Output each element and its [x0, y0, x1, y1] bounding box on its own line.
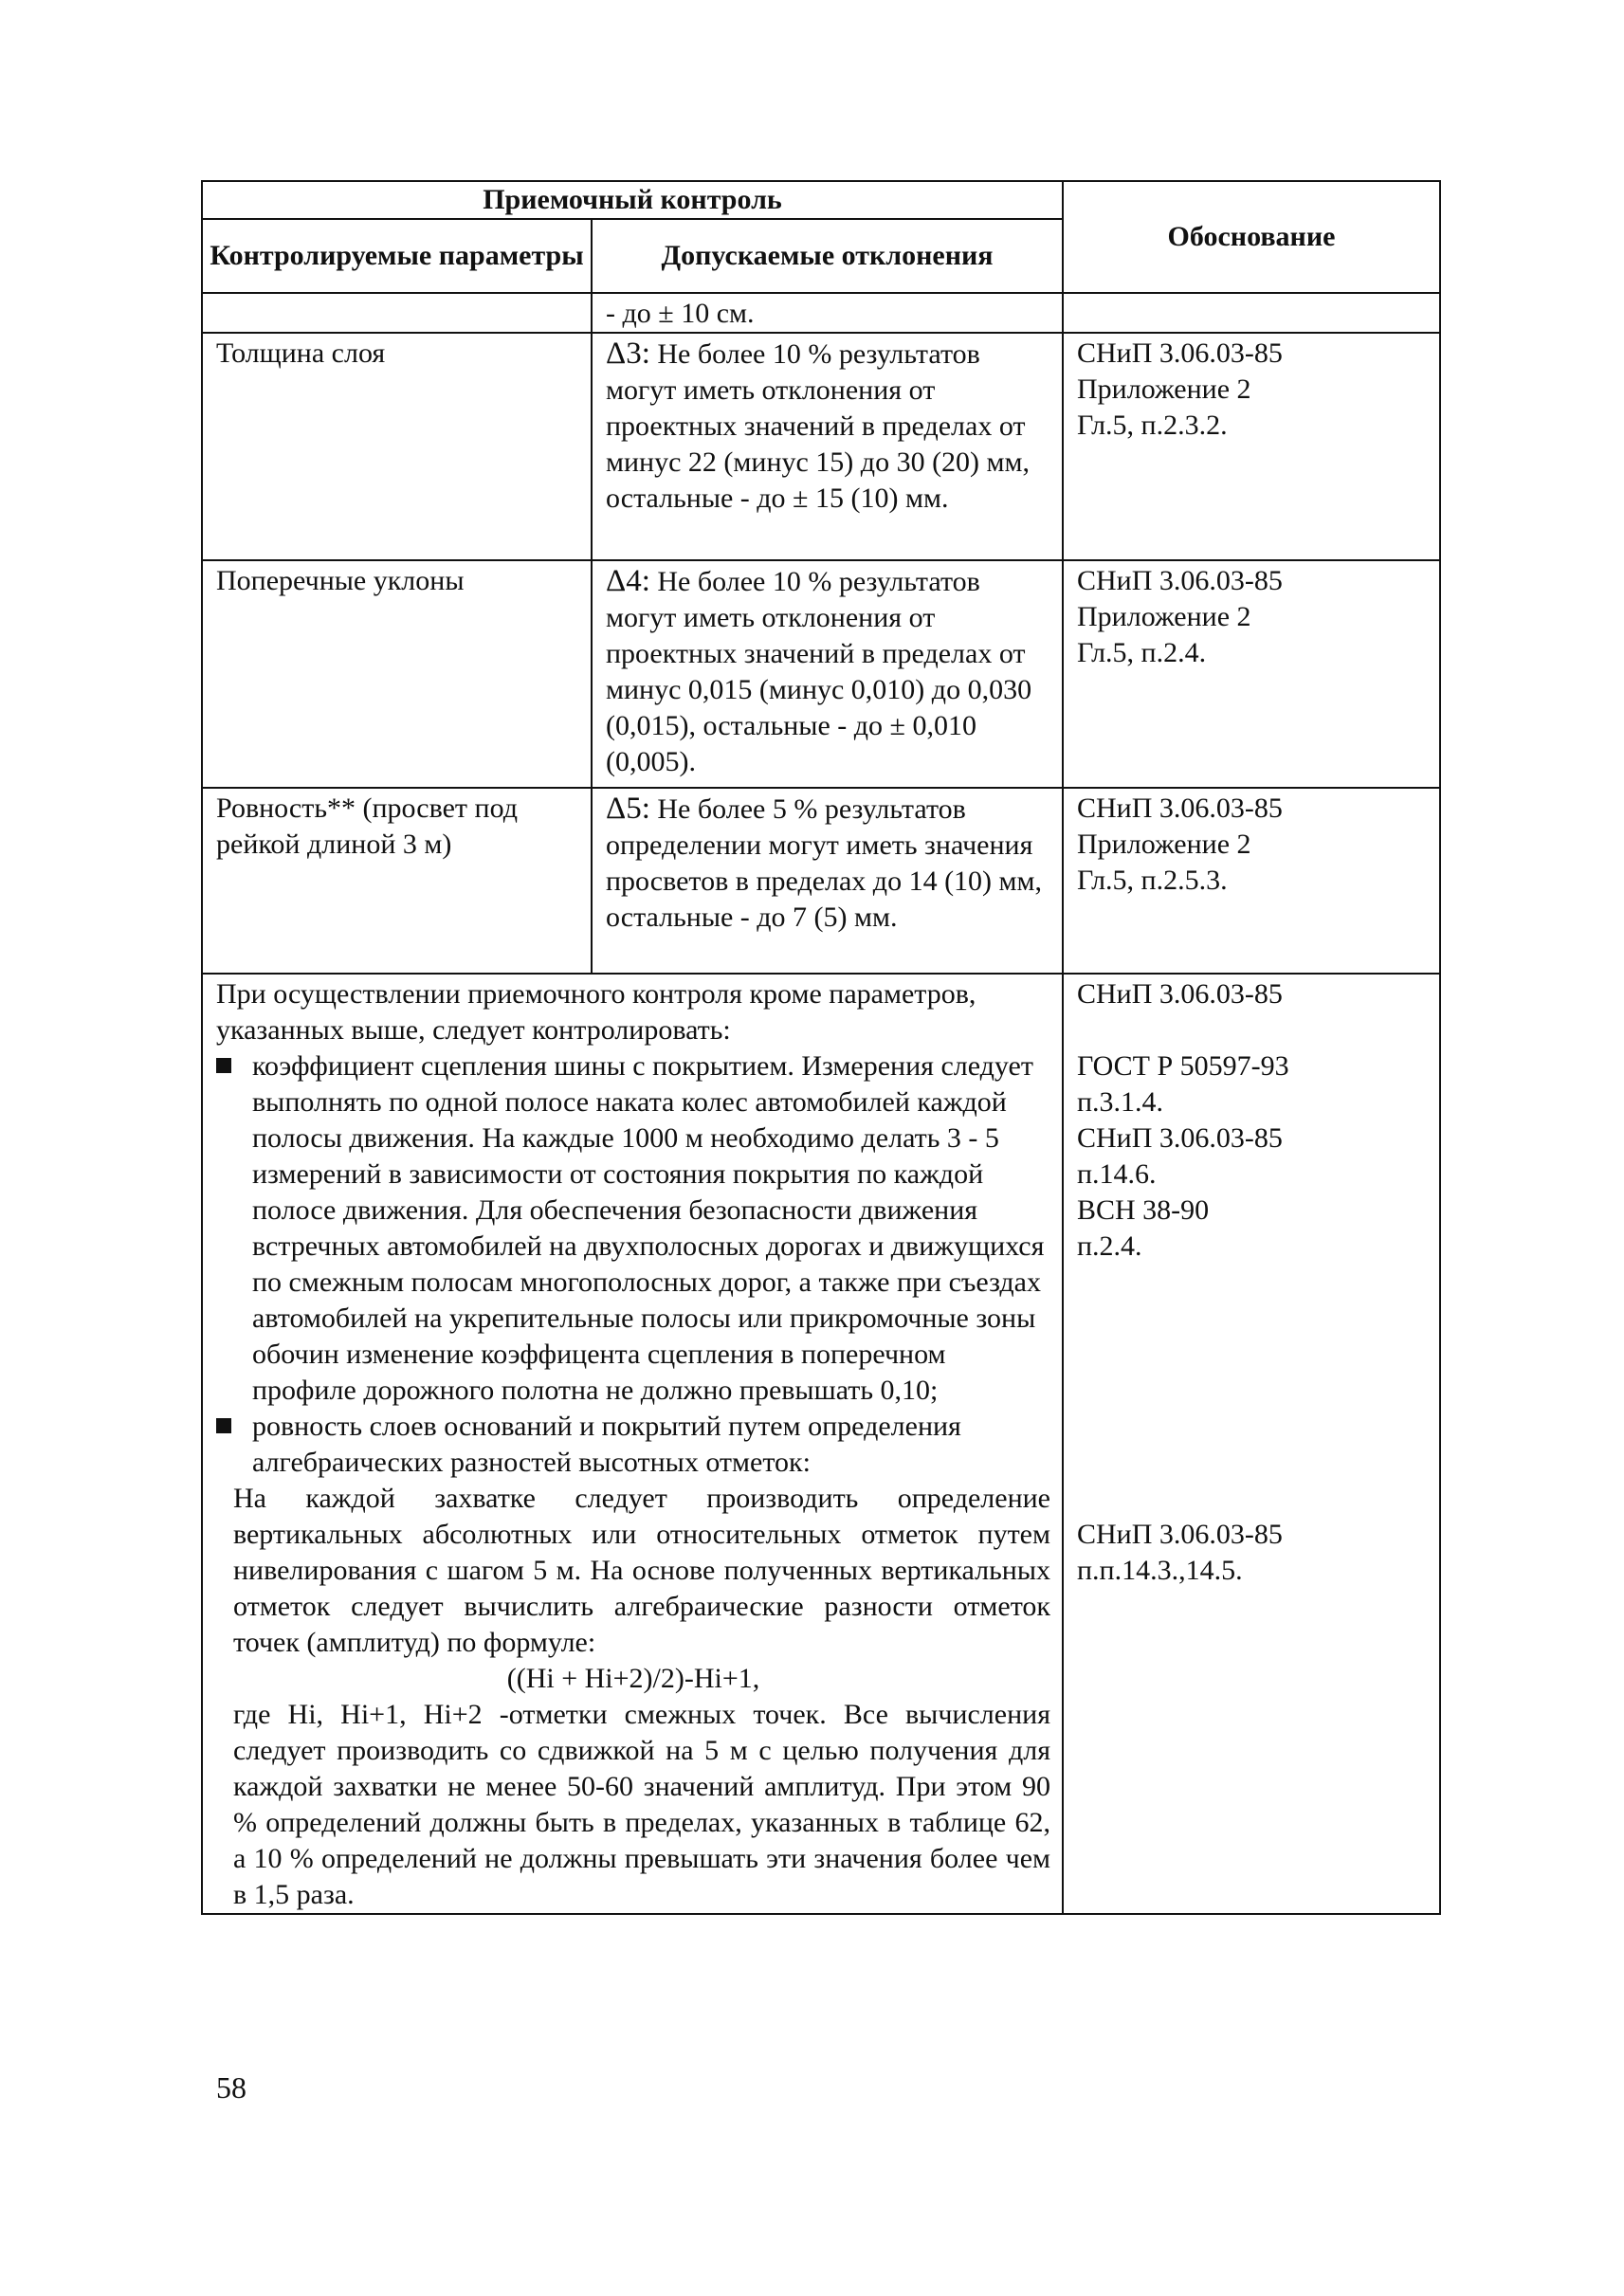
notes-basis-cell: [1063, 974, 1440, 1914]
delta-label: Δ5:: [606, 792, 650, 826]
header-tolerances: Допускаемые отклонения: [592, 219, 1063, 293]
basis-line: Приложение 2: [1077, 601, 1251, 632]
tolerance-text: Не более 10 % результатов могут иметь отклонения от проектных значений в пределах от минус 0,015 (минус 0,010) до 0,030 (0,015), остальные - до ± 0,010 (0,005).: [606, 566, 1032, 777]
tolerance-cell: [592, 788, 1063, 974]
basis-line: СНиП 3.06.03-85: [1077, 337, 1283, 369]
spacer: [1077, 1265, 1428, 1517]
basis-line: СНиП 3.06.03-85: [1077, 565, 1283, 596]
square-bullet-icon: [216, 1058, 231, 1073]
basis-cell: [1063, 788, 1440, 974]
basis-line: ГОСТ Р 50597-93: [1077, 1050, 1289, 1082]
table-row: [202, 333, 1440, 560]
header-params: Контролируемые параметры: [202, 219, 592, 293]
param-cell: [202, 293, 592, 333]
basis-line: п.2.4.: [1077, 1230, 1142, 1262]
basis-line: Гл.5, п.2.5.3.: [1077, 865, 1228, 896]
header-basis: Обоснование: [1063, 181, 1440, 293]
bullet-item: [216, 1409, 1050, 1481]
table-header-row: [202, 181, 1440, 219]
delta-label: Δ4:: [606, 564, 650, 598]
param-cell: [202, 788, 592, 974]
header-acceptance: Приемочный контроль: [202, 181, 1063, 219]
basis-line: ВСН 38-90: [1077, 1194, 1210, 1226]
basis-line: Приложение 2: [1077, 374, 1251, 405]
tolerance-text: Не более 5 % результатов определении могут иметь значения просветов в пределах до 14 (10) мм, остальные - до 7 (5) мм.: [606, 793, 1043, 933]
basis-cell: [1063, 293, 1440, 333]
square-bullet-icon: [216, 1418, 231, 1433]
acceptance-control-table: [201, 180, 1441, 1915]
method-paragraph: На каждой захватке следует производить определение вертикальных абсолютных или относительных отметок путем нивелирования с шагом 5 м. На основе полученных вертикальных отметок следует вычислить алгебраические разности отметок точек (амплитуд) по формуле:: [233, 1483, 1050, 1658]
tolerance-text: - до ± 10 см.: [606, 298, 755, 329]
param-text: Ровность** (просвет под рейкой длиной 3 м): [216, 793, 518, 860]
basis-line: Приложение 2: [1077, 829, 1251, 860]
tolerance-cell: [592, 293, 1063, 333]
page-number: 58: [216, 2070, 246, 2105]
basis-line: п.3.1.4.: [1077, 1086, 1164, 1118]
delta-label: Δ3:: [606, 337, 650, 371]
basis-cell: [1063, 333, 1440, 560]
tolerance-cell: [592, 333, 1063, 560]
method-paragraph: где Hi, Hi+1, Hi+2 -отметки смежных точек. Все вычисления следует производить со сдвижкой на 5 м с целью получения для каждой захватки не менее 50-60 значений амплитуд. При этом 90 % определений должны быть в пределах, указанных в таблице 62, а 10 % определений не должны превышать эти значения более чем в 1,5 раза.: [233, 1699, 1050, 1910]
tolerance-text: Не более 10 % результатов могут иметь отклонения от проектных значений в пределах от минус 22 (минус 15) до 30 (20) мм, остальные - до ± 15 (10) мм.: [606, 338, 1031, 514]
basis-line: Гл.5, п.2.3.2.: [1077, 410, 1228, 441]
notes-cell: [202, 974, 1063, 1914]
basis-line: п.14.6.: [1077, 1158, 1157, 1190]
tolerance-cell: [592, 560, 1063, 788]
bullet-item: [216, 1048, 1050, 1409]
param-cell: [202, 333, 592, 560]
bullet-text: коэффициент сцепления шины с покрытием. Измерения следует выполнять по одной полосе наката колес автомобилей каждой полосы движения. На каждые 1000 м необходимо делать 3 - 5 измерений в зависимости от состояния покрытия по каждой полосе движения. Для обеспечения безопасности движения встречных автомобилей на двухполосных дорогах и движущихся по смежным полосам многополосных дорог, а также при съездах автомобилей на укрепительные полосы или прикромочные зоны обочин изменение коэффицента сцепления в поперечном профиле дорожного полотна не должно превышать 0,10;: [252, 1050, 1045, 1406]
basis-line: Гл.5, п.2.4.: [1077, 637, 1207, 668]
notes-row: [202, 974, 1440, 1914]
bullet-text: ровность слоев оснований и покрытий путем определения алгебраических разностей высотных отметок:: [252, 1411, 961, 1478]
param-text: Поперечные уклоны: [216, 565, 465, 596]
basis-cell: [1063, 560, 1440, 788]
table-row: [202, 293, 1440, 333]
basis-line: СНиП 3.06.03-85: [1077, 978, 1283, 1010]
table-row: [202, 788, 1440, 974]
spacer: [1077, 1012, 1428, 1048]
basis-line: СНиП 3.06.03-85: [1077, 793, 1283, 824]
formula: ((Hi + Hi+2)/2)-Hi+1,: [506, 1663, 760, 1694]
basis-line: СНиП 3.06.03-85: [1077, 1122, 1283, 1154]
param-cell: [202, 560, 592, 788]
table-row: [202, 560, 1440, 788]
param-text: Толщина слоя: [216, 337, 386, 369]
basis-line: СНиП 3.06.03-85: [1077, 1519, 1283, 1550]
basis-line: п.п.14.3.,14.5.: [1077, 1555, 1243, 1586]
notes-intro: При осуществлении приемочного контроля кроме параметров, указанных выше, следует контролировать:: [216, 978, 976, 1046]
